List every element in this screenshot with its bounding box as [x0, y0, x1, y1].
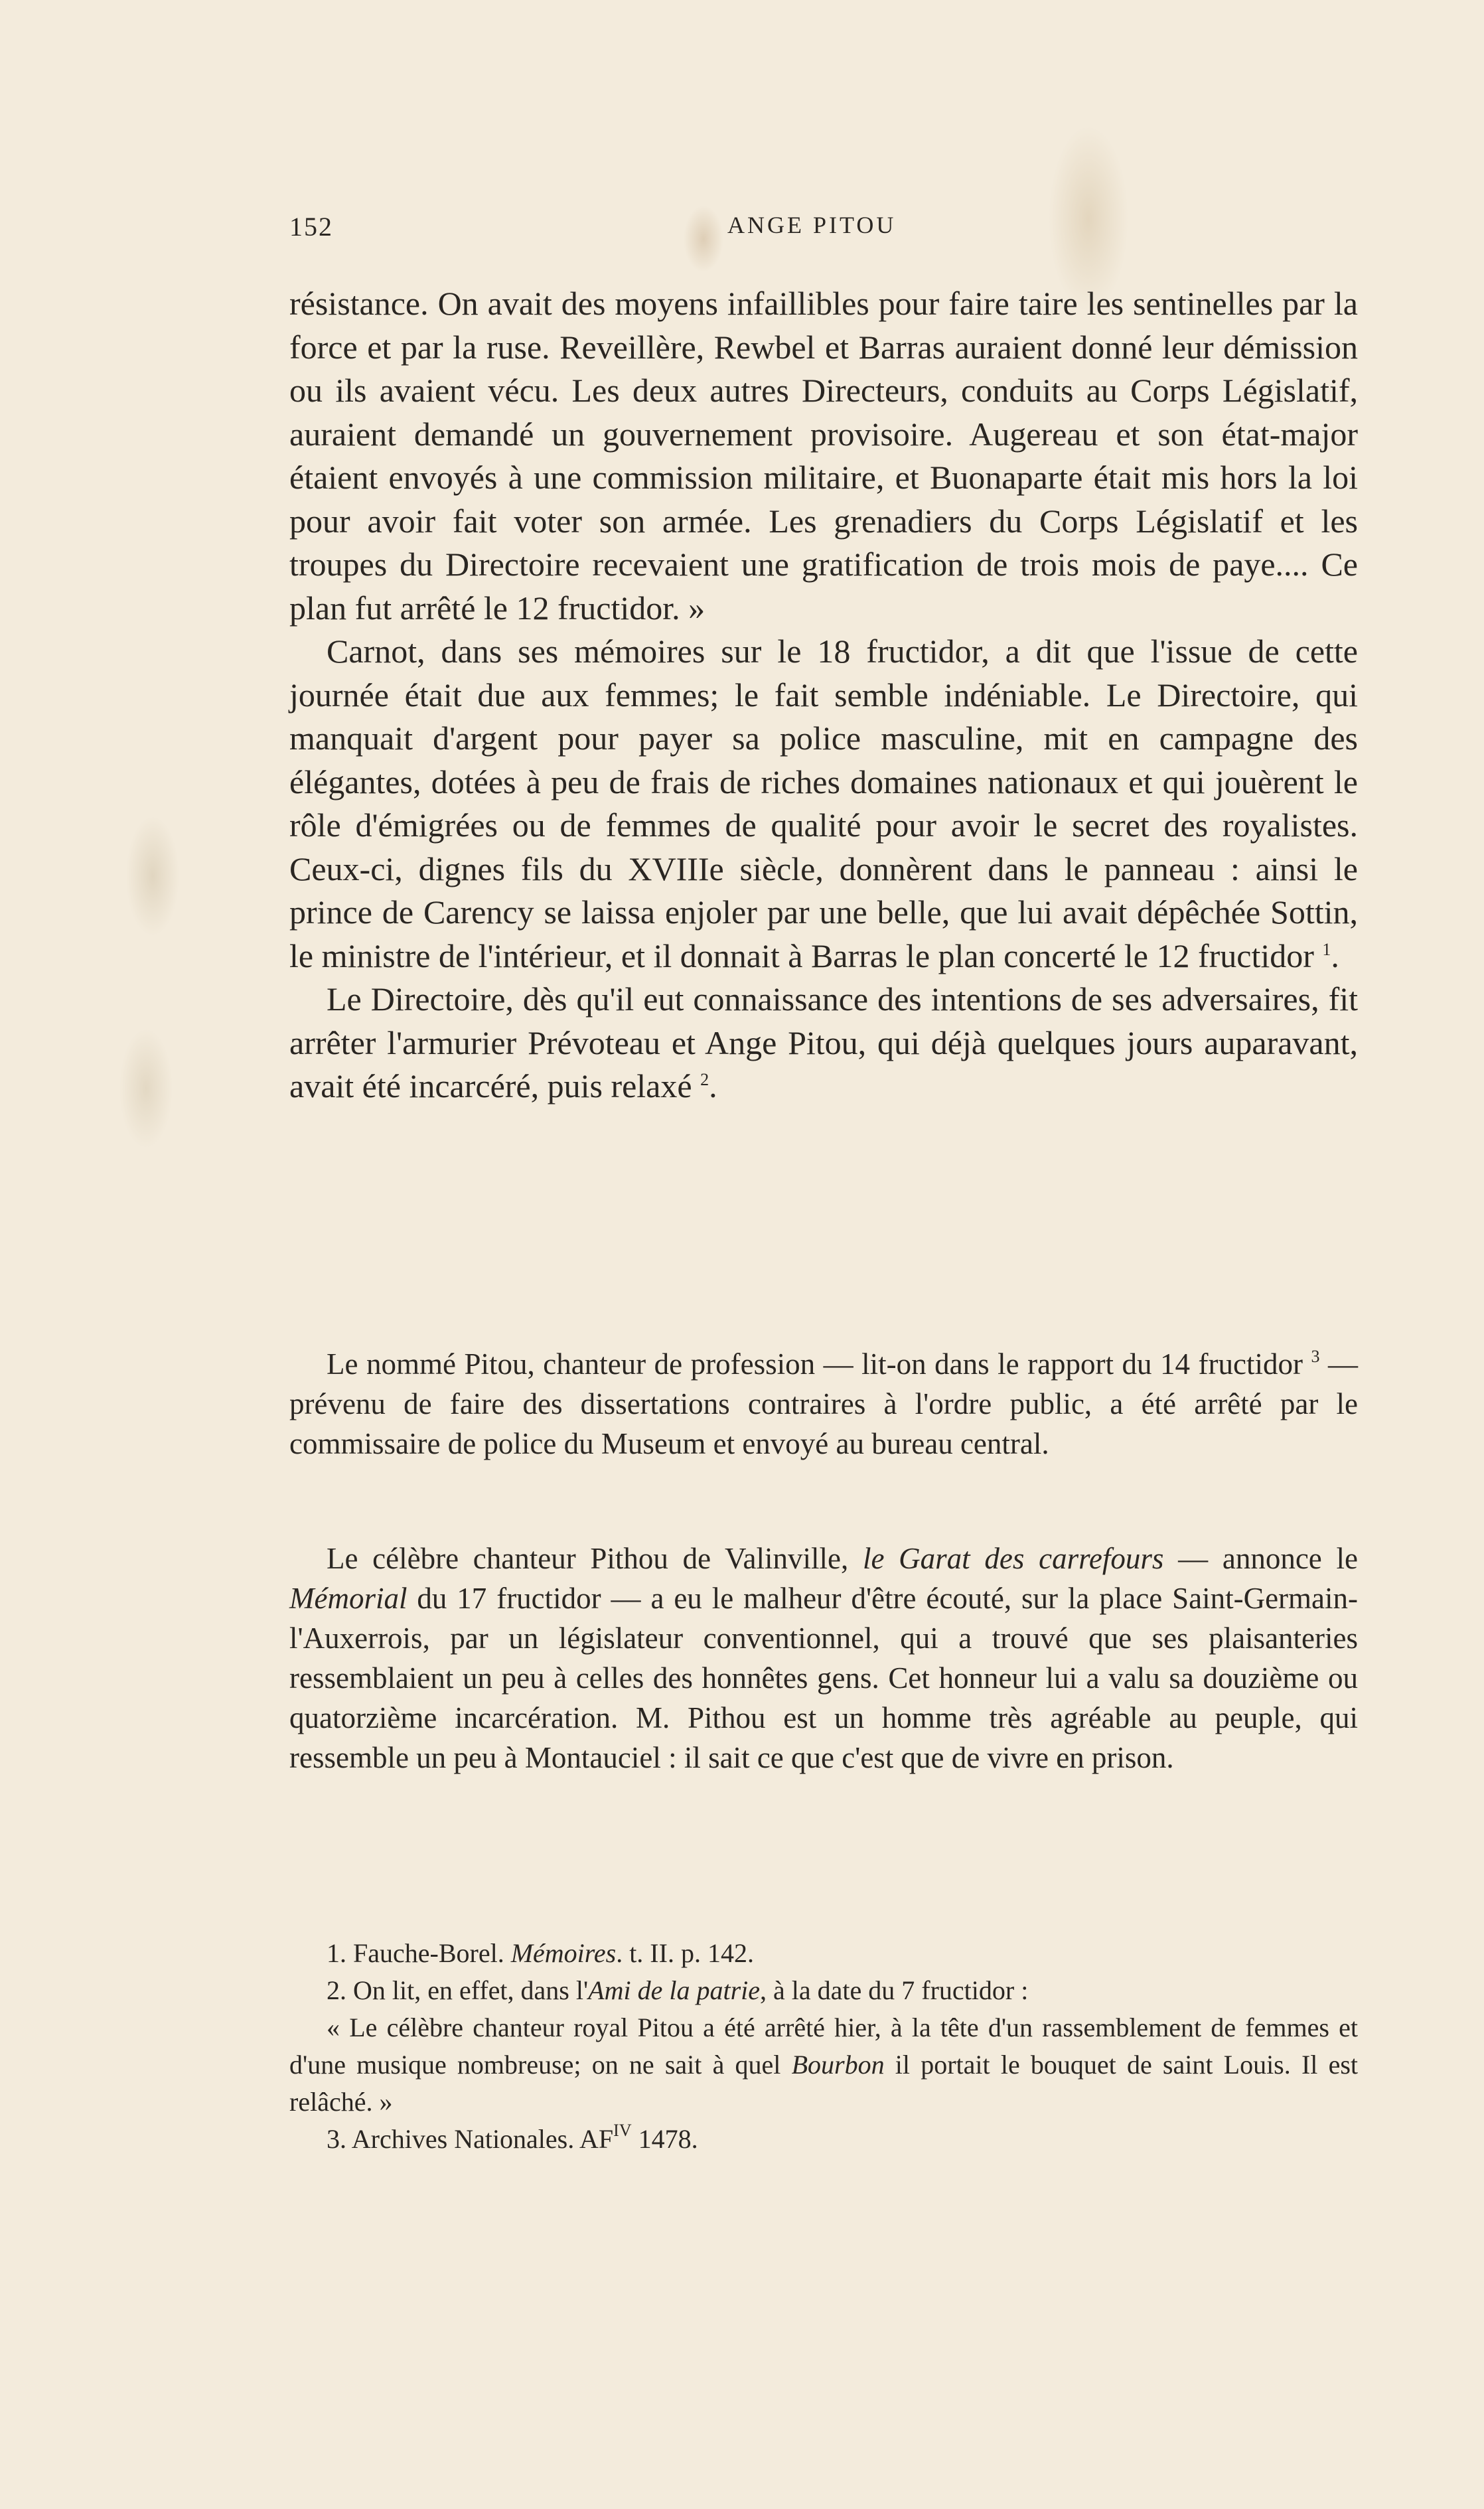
fn2-a: 2. On lit, en effet, dans l' — [327, 1975, 589, 2005]
paragraph-3-end: . — [709, 1067, 717, 1104]
fn2-italic: Ami de la patrie — [588, 1975, 761, 2005]
footnote-2-quote — [289, 2009, 1358, 2121]
quote2-italic-a: le Garat des carrefours — [862, 1542, 1164, 1575]
quote2-text-a: Le célèbre chanteur Pithou de Valinville, — [327, 1542, 863, 1575]
footnote-ref-3: 3 — [1311, 1347, 1320, 1366]
fn1-italic: Mémoires — [510, 1938, 617, 1968]
quote2-italic-b: Mémorial — [289, 1582, 408, 1615]
fn2q-b: il portait le bouquet de saint Louis. Il est relâché. » — [289, 2050, 1359, 2117]
block-quote-report — [289, 1344, 1358, 1464]
paragraph-3 — [289, 978, 1358, 1108]
fn3-a: 3. Archives Nationales. AF — [327, 2124, 614, 2154]
quote1-text-a: Le nommé Pitou, chanteur de profession — lit-on dans le rapport du 14 fructidor — [327, 1347, 1303, 1381]
fn2q-italic: Bourbon — [791, 2050, 885, 2080]
fn1-a: 1. Fauche-Borel. — [327, 1938, 511, 1968]
fn2q-a: « Le célèbre chanteur royal Pitou a été arrêté hier, à la tête d'un rassemblement de femmes et d'une musique nombreuse; on ne sait à quel — [289, 2013, 1358, 2080]
footnotes — [289, 1935, 1358, 2158]
paragraph-1: résistance. On avait des moyens infaillibles pour faire taire les sentinelles par la force et par la ruse. Reveillère, Rewbel et Barras auraient donné leur démission ou ils avaient vécu. Les deux autres Directeurs, conduits au Corps Législatif, auraient demandé un gouvernement provisoire. Augereau et son état-major étaient envoyés à une commission militaire, et Buonaparte était mis hors la loi pour avoir fait voter son armée. Les grenadiers du Corps Législatif et les troupes du Directoire recevaient une gratification de trois mois de paye.... Ce plan fut arrêté le 12 fructidor. » — [289, 285, 1358, 627]
fn3-sup: IV — [613, 2121, 632, 2140]
footnote-2 — [289, 1972, 1358, 2009]
paragraph-2-end: . — [1331, 937, 1339, 974]
footnote-ref-2: 2 — [700, 1070, 709, 1089]
paragraph-2 — [289, 630, 1358, 978]
footnote-1 — [289, 1935, 1358, 1972]
footnote-3 — [289, 2121, 1358, 2158]
page-number: 152 — [289, 212, 333, 242]
quote1-text-b: — prévenu de faire des dissertations contraires à l'ordre public, a été arrêté par le commissaire de police du Museum et envoyé au bureau central. — [289, 1347, 1359, 1460]
fn1-b: . t. II. p. 142. — [616, 1938, 754, 1968]
paragraph-2-text: Carnot, dans ses mémoires sur le 18 fructidor, a dit que l'issue de cette journée était due aux femmes; le fait semble indéniable. Le Directoire, qui manquait d'argent pour payer sa police masculine, mit en campagne des élégantes, dotées à peu de frais de riches domaines nationaux et qui jouèrent le rôle d'émigrées ou de femmes de qualité pour avoir le secret des royalistes. Ceux-ci, dignes fils du XVIIIe siècle, donnèrent dans le panneau : ainsi le prince de Carency se laissa enjoler par une belle, que lui avait dépêchée Sottin, le ministre de l'intérieur, et il donnait à Barras le plan concerté le 12 fructidor — [289, 633, 1358, 974]
fn3-b: 1478. — [631, 2124, 698, 2154]
paragraph-3-text: Le Directoire, dès qu'il eut connaissance des intentions de ses adversaires, fit arrêter l'armurier Prévoteau et Ange Pitou, qui déjà quelques jours auparavant, avait été incarcéré, puis relaxé — [289, 980, 1358, 1104]
main-text — [289, 282, 1358, 1108]
running-title: ANGE PITOU — [727, 212, 897, 238]
fn2-b: , à la date du 7 fructidor : — [760, 1975, 1029, 2005]
footnote-ref-1: 1 — [1322, 939, 1331, 959]
block-quote-memorial — [289, 1539, 1358, 1778]
quote2-text-c: du 17 fructidor — a eu le malheur d'être écouté, sur la place Saint-Germain-l'Auxerrois, par un législateur conventionnel, qui a trouvé que ses plaisanteries ressemblaient un peu à celles des honnêtes gens. Cet honneur lui a valu sa douzième ou quatorzième incarcération. M. Pithou est un homme très agréable au peuple, qui ressemble un peu à Montauciel : il sait ce que c'est que de vivre en prison. — [289, 1582, 1358, 1774]
quote2-text-b: — annonce le — [1163, 1542, 1358, 1575]
